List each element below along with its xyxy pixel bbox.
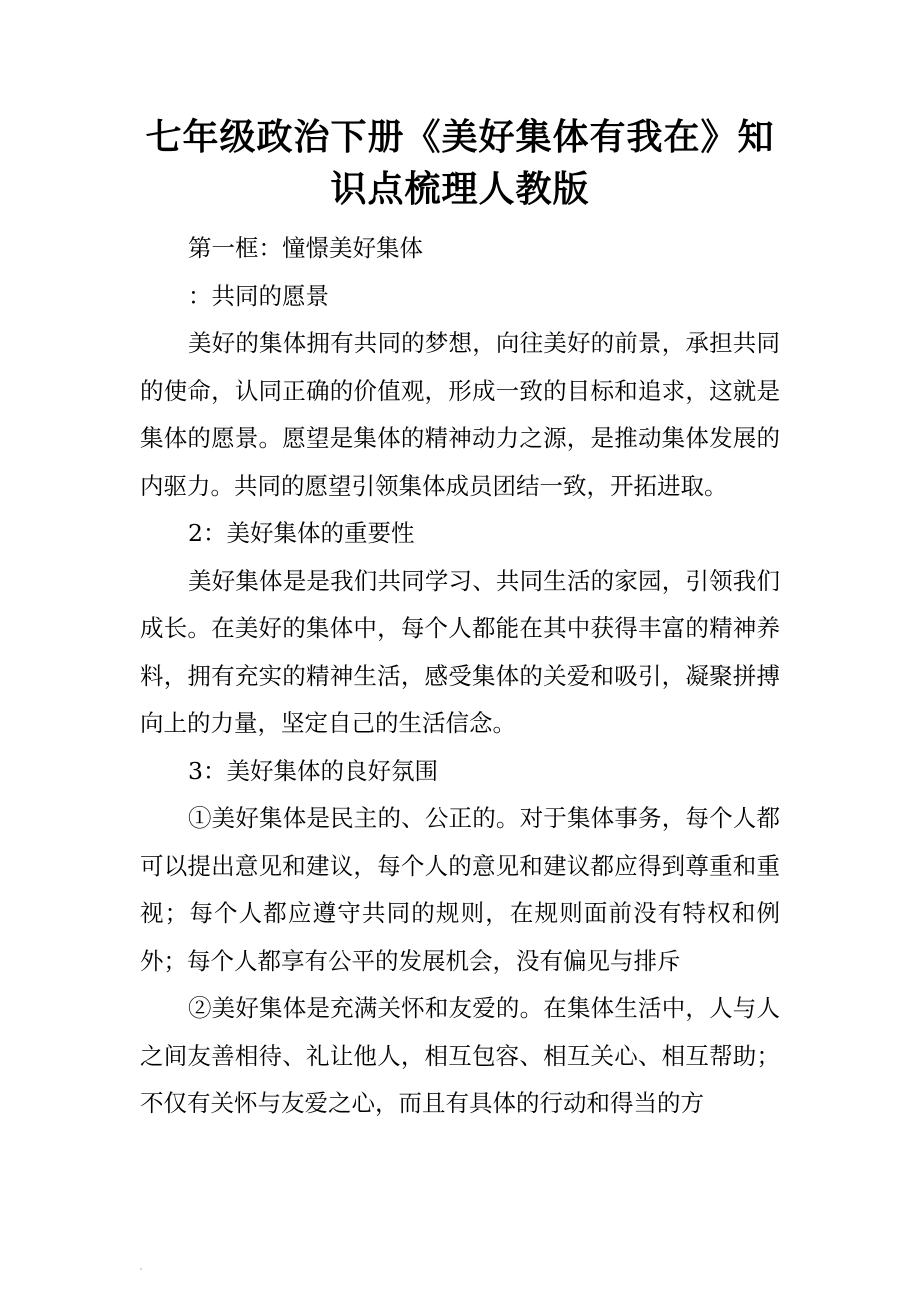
section-heading-1: 第一框：憧憬美好集体 bbox=[188, 234, 423, 262]
document-title: 七年级政治下册《美好集体有我在》知识点梳理人教版 bbox=[145, 117, 775, 210]
page-mark bbox=[140, 1268, 142, 1270]
paragraph-vision: 美好的集体拥有共同的梦想，向往美好的前景，承担共同的使命，认同正确的价值观，形成一致的目标和追求，这就是集体的愿景。愿望是集体的精神动力之源，是推动集体发展的内驱力。共同的愿望引领集体成员团结一致，开拓进取。 bbox=[140, 329, 780, 500]
paragraph-democracy: ①美好集体是民主的、公正的。对于集体事务，每个人都可以提出意见和建议，每个人的意见和建议都应得到尊重和重视；每个人都应遵守共同的规则，在规则面前没有特权和例外；每个人都享有公平的发展机会，没有偏见与排斥 bbox=[140, 804, 780, 975]
subsection-heading-3: 3：美好集体的良好氛围 bbox=[188, 756, 438, 785]
subsection-heading-1: ：共同的愿景 bbox=[188, 281, 329, 310]
paragraph-care: ②美好集体是充满关怀和友爱的。在集体生活中，人与人之间友善相待、礼让他人，相互包容、相互关心、相互帮助；不仅有关怀与友爱之心，而且有具体的行动和得当的方 bbox=[140, 994, 780, 1117]
subsection-heading-2: 2：美好集体的重要性 bbox=[188, 519, 415, 547]
paragraph-importance: 美好集体是是我们共同学习、共同生活的家园，引领我们成长。在美好的集体中，每个人都能在其中获得丰富的精神养料，拥有充实的精神生活，感受集体的关爱和吸引，凝聚拼搏向上的力量，坚定自己的生活信念。 bbox=[140, 566, 780, 737]
document-body bbox=[140, 225, 780, 1128]
